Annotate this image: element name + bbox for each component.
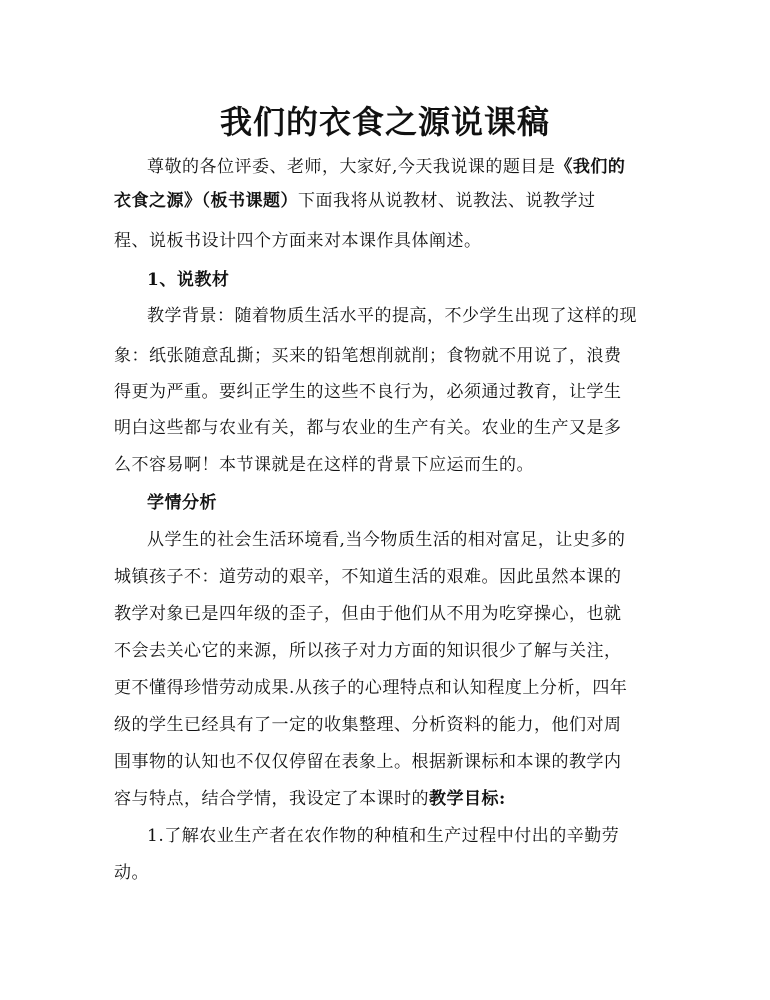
paragraph-line: 得更为严重。要纠正学生的这些不良行为，必须通过教育，让学生	[114, 382, 622, 402]
goal-item-1: 1.了解农业生产者在农作物的种植和生产过程中付出的辛勤劳	[147, 826, 620, 846]
intro-line-1	[147, 155, 625, 179]
paragraph-line: 围事物的认知也不仅仅停留在表象上。根据新课标和本课的教学内	[114, 752, 622, 772]
paragraph-line: 更不懂得珍惜劳动成果.从孩子的心理特点和认知程度上分析，四年	[114, 678, 628, 698]
intro-text: 尊敬的各位评委、老师，大家好,今天我说课的题目是	[147, 157, 556, 177]
intro-line-2	[114, 189, 596, 213]
paragraph-line: 从学生的社会生活环境看,当今物质生活的相对富足，让史多的	[147, 530, 626, 550]
section-heading: 1、说教材	[147, 270, 230, 290]
paragraph-line: 象：纸张随意乱撕；买来的铅笔想削就削；食物就不用说了，浪费	[114, 346, 622, 366]
paragraph-line: 教学对象已是四年级的歪子，但由于他们从不用为吃穿操心，也就	[114, 604, 622, 624]
lesson-title-bold: 《我们的	[555, 157, 626, 177]
lesson-title-bold: 衣食之源》（板书课题）	[114, 191, 298, 211]
paragraph-text: 容与特点，结合学情，我设定了本课时的	[114, 789, 429, 809]
paragraph-line: 城镇孩子不：道劳动的艰辛，不知道生活的艰难。因此虽然本课的	[114, 567, 622, 587]
paragraph-line: 么不容易啊！本节课就是在这样的背景下应运而生的。	[114, 455, 534, 475]
paragraph-line: 级的学生已经具有了一定的收集整理、分析资料的能力，他们对周	[114, 715, 622, 735]
document-title: 我们的衣食之源说课稿	[219, 103, 550, 141]
paragraph-line: 不会去关心它的来源，所以孩子对力方面的知识很少了解与关注，	[114, 641, 622, 661]
intro-line-3: 程、说板书设计四个方面来对本课作具体阐述。	[114, 231, 482, 251]
subsection-heading: 学情分析	[147, 493, 217, 513]
intro-text: 下面我将从说教材、说教法、说教学过	[298, 191, 596, 211]
paragraph-line: 明白这些都与农业有关，都与农业的生产有关。农业的生产又是多	[114, 418, 622, 438]
goal-item-1-continued: 动。	[114, 863, 149, 883]
paragraph-line	[114, 787, 506, 811]
teaching-goals-label: 教学目标:	[429, 789, 506, 809]
paragraph-line: 教学背景：随着物质生活水平的提高，不少学生出现了这样的现	[147, 306, 637, 326]
